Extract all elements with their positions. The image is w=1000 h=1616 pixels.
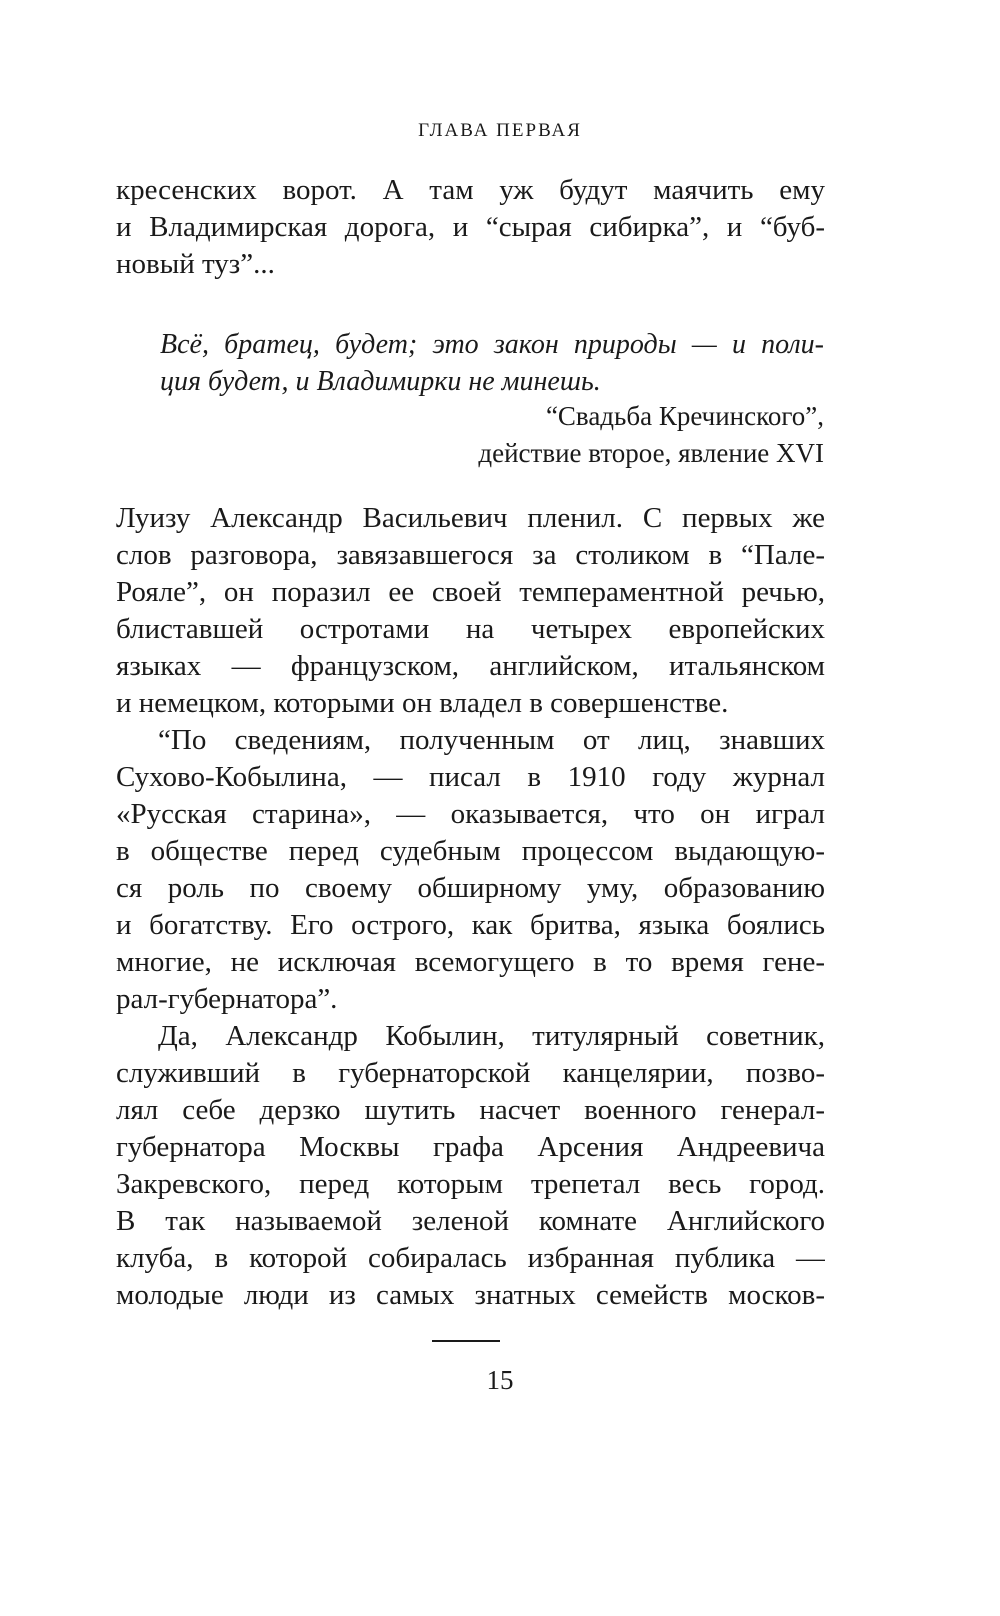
- text-line: «Русская старина», — оказывается, что он играл: [116, 798, 825, 830]
- text-line: молодые люди из самых знатных семейств москов-: [116, 1279, 825, 1311]
- text-line: Закревского, перед которым трепетал весь город.: [116, 1168, 825, 1200]
- text-line: клуба, в которой собиралась избранная публика —: [116, 1242, 825, 1274]
- text-line: служивший в губернаторской канцелярии, позво-: [116, 1057, 825, 1089]
- epigraph-line: Всё, братец, будет; это закон природы — и поли-: [160, 329, 824, 360]
- text-line: слов разговора, завязавшегося за столиком в “Пале-: [116, 539, 825, 571]
- paragraph-3: [116, 1018, 825, 1314]
- text-line: языках — французском, английском, итальянском: [116, 650, 825, 682]
- text-line: в обществе перед судебным процессом выдающую-: [116, 835, 825, 867]
- text-line: Сухово-Кобылина, — писал в 1910 году журнал: [116, 761, 825, 793]
- text-line: Рояле”, он поразил ее своей темпераментной речью,: [116, 576, 825, 608]
- text-line: и Владимирская дорога, и “сырая сибирка”, и “буб-: [116, 211, 825, 243]
- paragraph-2: [116, 722, 825, 1018]
- epigraph-source-line: “Свадьба Кречинского”,: [545, 401, 824, 431]
- text-line: блиставшей остротами на четырех европейских: [116, 613, 825, 645]
- footer-divider: [432, 1340, 500, 1342]
- epigraph-line: ция будет, и Владимирки не минешь.: [160, 366, 601, 397]
- epigraph: [160, 326, 824, 400]
- paragraph-1: [116, 500, 825, 722]
- text-line: Луизу Александр Васильевич пленил. С первых же: [116, 502, 825, 534]
- text-line: Да, Александр Кобылин, титулярный советник,: [158, 1020, 825, 1052]
- text-line: лял себе дерзко шутить насчет военного генерал-: [116, 1094, 825, 1126]
- text-line: рал-губернатора”.: [116, 983, 338, 1015]
- epigraph-source-line: действие второе, явление XVI: [478, 438, 824, 468]
- text-line: и немецком, которыми он владел в совершенстве.: [116, 687, 729, 719]
- text-line: В так называемой зеленой комнате Английского: [116, 1205, 825, 1237]
- opening-paragraph: [116, 172, 825, 283]
- text-line: и богатству. Его острого, как бритва, языка боялись: [116, 909, 825, 941]
- text-line: “По сведениям, полученным от лиц, знавших: [158, 724, 825, 756]
- running-head: ГЛАВА ПЕРВАЯ: [418, 120, 582, 141]
- text-line: новый туз”...: [116, 248, 275, 280]
- epigraph-source: [478, 398, 824, 472]
- text-line: многие, не исключая всемогущего в то время гене-: [116, 946, 825, 978]
- page-number: 15: [486, 1365, 514, 1395]
- text-line: губернатора Москвы графа Арсения Андреевича: [116, 1131, 825, 1163]
- text-line: кресенских ворот. А там уж будут маячить ему: [116, 174, 825, 206]
- text-line: ся роль по своему обширному уму, образованию: [116, 872, 825, 904]
